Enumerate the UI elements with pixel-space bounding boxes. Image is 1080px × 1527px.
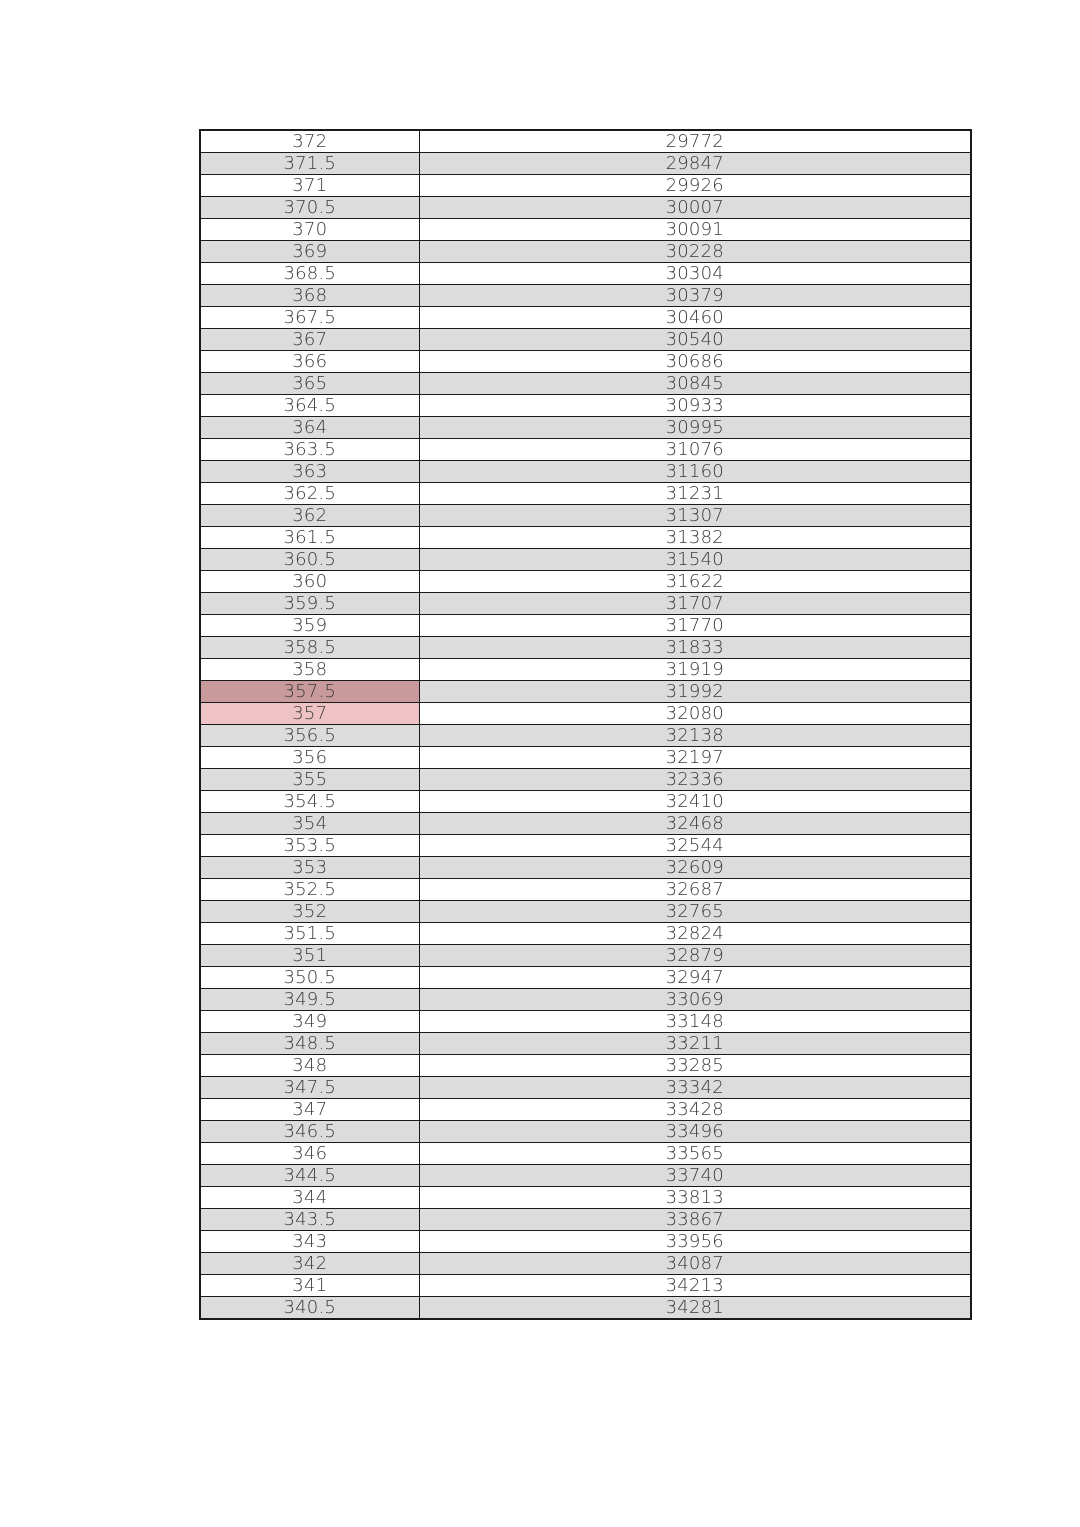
table-row <box>200 615 971 637</box>
score-cell: 341 <box>200 1275 419 1297</box>
table-row <box>200 835 971 857</box>
table-row <box>200 461 971 483</box>
score-cell: 351 <box>200 945 419 967</box>
rank-cell: 32138 <box>419 725 971 747</box>
score-cell: 368 <box>200 285 419 307</box>
score-cell: 347.5 <box>200 1077 419 1099</box>
score-cell: 367 <box>200 329 419 351</box>
table-row <box>200 769 971 791</box>
score-cell: 356.5 <box>200 725 419 747</box>
table-row <box>200 571 971 593</box>
table-row <box>200 1099 971 1121</box>
score-cell: 364 <box>200 417 419 439</box>
table-row <box>200 527 971 549</box>
rank-cell: 32765 <box>419 901 971 923</box>
score-cell: 349 <box>200 1011 419 1033</box>
rank-cell: 32687 <box>419 879 971 901</box>
rank-cell: 31540 <box>419 549 971 571</box>
table-row <box>200 505 971 527</box>
rank-cell: 30686 <box>419 351 971 373</box>
rank-cell: 33956 <box>419 1231 971 1253</box>
score-cell: 363.5 <box>200 439 419 461</box>
rank-cell: 32080 <box>419 703 971 725</box>
score-cell: 352.5 <box>200 879 419 901</box>
rank-cell: 31833 <box>419 637 971 659</box>
rank-cell: 32468 <box>419 813 971 835</box>
table-row <box>200 989 971 1011</box>
score-cell: 354.5 <box>200 791 419 813</box>
score-cell: 350.5 <box>200 967 419 989</box>
table-row <box>200 1275 971 1297</box>
score-cell: 358 <box>200 659 419 681</box>
table-row <box>200 219 971 241</box>
table-row <box>200 395 971 417</box>
table-row <box>200 175 971 197</box>
table-row <box>200 1187 971 1209</box>
score-cell: 357.5 <box>200 681 419 703</box>
score-cell: 342 <box>200 1253 419 1275</box>
rank-cell: 30379 <box>419 285 971 307</box>
score-cell: 355 <box>200 769 419 791</box>
table-row <box>200 1253 971 1275</box>
table-row <box>200 1165 971 1187</box>
table-row <box>200 637 971 659</box>
score-cell: 365 <box>200 373 419 395</box>
table-row <box>200 1209 971 1231</box>
table-row <box>200 307 971 329</box>
score-cell: 346.5 <box>200 1121 419 1143</box>
rank-cell: 33813 <box>419 1187 971 1209</box>
table-row <box>200 901 971 923</box>
rank-cell: 32197 <box>419 747 971 769</box>
score-cell: 340.5 <box>200 1297 419 1320</box>
table-row <box>200 1055 971 1077</box>
table-row <box>200 483 971 505</box>
score-cell: 359 <box>200 615 419 637</box>
score-cell: 349.5 <box>200 989 419 1011</box>
score-cell: 364.5 <box>200 395 419 417</box>
rank-cell: 30460 <box>419 307 971 329</box>
score-rank-table <box>199 129 972 1320</box>
rank-cell: 29772 <box>419 130 971 153</box>
score-cell: 371 <box>200 175 419 197</box>
score-cell: 359.5 <box>200 593 419 615</box>
table-row <box>200 417 971 439</box>
table-row <box>200 241 971 263</box>
score-cell: 368.5 <box>200 263 419 285</box>
rank-cell: 31160 <box>419 461 971 483</box>
table-row <box>200 1143 971 1165</box>
rank-cell: 33496 <box>419 1121 971 1143</box>
score-cell: 360.5 <box>200 549 419 571</box>
table-row <box>200 681 971 703</box>
score-cell: 356 <box>200 747 419 769</box>
rank-cell: 31770 <box>419 615 971 637</box>
rank-cell: 32947 <box>419 967 971 989</box>
table-row <box>200 351 971 373</box>
score-cell: 348.5 <box>200 1033 419 1055</box>
score-cell: 348 <box>200 1055 419 1077</box>
rank-cell: 31622 <box>419 571 971 593</box>
score-cell: 357 <box>200 703 419 725</box>
rank-cell: 32544 <box>419 835 971 857</box>
score-cell: 353.5 <box>200 835 419 857</box>
table-row <box>200 725 971 747</box>
score-cell: 347 <box>200 1099 419 1121</box>
rank-cell: 30091 <box>419 219 971 241</box>
rank-cell: 33148 <box>419 1011 971 1033</box>
rank-cell: 32609 <box>419 857 971 879</box>
table-row <box>200 153 971 175</box>
rank-cell: 30995 <box>419 417 971 439</box>
score-cell: 344 <box>200 1187 419 1209</box>
rank-cell: 33285 <box>419 1055 971 1077</box>
table-row <box>200 329 971 351</box>
rank-cell: 33211 <box>419 1033 971 1055</box>
rank-cell: 31382 <box>419 527 971 549</box>
table-row <box>200 923 971 945</box>
table-row <box>200 945 971 967</box>
score-cell: 369 <box>200 241 419 263</box>
table-row <box>200 813 971 835</box>
rank-cell: 32336 <box>419 769 971 791</box>
score-cell: 343 <box>200 1231 419 1253</box>
rank-cell: 33740 <box>419 1165 971 1187</box>
rank-cell: 34213 <box>419 1275 971 1297</box>
table-row <box>200 130 971 153</box>
table-row <box>200 285 971 307</box>
score-cell: 343.5 <box>200 1209 419 1231</box>
score-cell: 360 <box>200 571 419 593</box>
score-cell: 366 <box>200 351 419 373</box>
score-cell: 367.5 <box>200 307 419 329</box>
score-cell: 354 <box>200 813 419 835</box>
score-cell: 358.5 <box>200 637 419 659</box>
rank-cell: 32879 <box>419 945 971 967</box>
rank-cell: 32410 <box>419 791 971 813</box>
score-cell: 351.5 <box>200 923 419 945</box>
rank-cell: 29926 <box>419 175 971 197</box>
rank-cell: 31919 <box>419 659 971 681</box>
table-row <box>200 263 971 285</box>
score-cell: 352 <box>200 901 419 923</box>
rank-cell: 31307 <box>419 505 971 527</box>
score-cell: 362 <box>200 505 419 527</box>
score-cell: 371.5 <box>200 153 419 175</box>
score-cell: 346 <box>200 1143 419 1165</box>
rank-cell: 31992 <box>419 681 971 703</box>
rank-cell: 30228 <box>419 241 971 263</box>
table-row <box>200 549 971 571</box>
rank-cell: 33428 <box>419 1099 971 1121</box>
table-row <box>200 879 971 901</box>
rank-cell: 30304 <box>419 263 971 285</box>
score-cell: 363 <box>200 461 419 483</box>
score-cell: 372 <box>200 130 419 153</box>
rank-cell: 30933 <box>419 395 971 417</box>
score-cell: 344.5 <box>200 1165 419 1187</box>
rank-cell: 32824 <box>419 923 971 945</box>
table-row <box>200 1121 971 1143</box>
rank-cell: 33069 <box>419 989 971 1011</box>
rank-cell: 33342 <box>419 1077 971 1099</box>
table-row <box>200 197 971 219</box>
rank-cell: 29847 <box>419 153 971 175</box>
table-row <box>200 659 971 681</box>
rank-cell: 31707 <box>419 593 971 615</box>
rank-cell: 31076 <box>419 439 971 461</box>
table-row <box>200 1033 971 1055</box>
rank-cell: 34281 <box>419 1297 971 1320</box>
score-cell: 353 <box>200 857 419 879</box>
rank-cell: 30845 <box>419 373 971 395</box>
table-row <box>200 1077 971 1099</box>
table-row <box>200 967 971 989</box>
score-cell: 362.5 <box>200 483 419 505</box>
score-cell: 361.5 <box>200 527 419 549</box>
rank-cell: 30007 <box>419 197 971 219</box>
table-row <box>200 593 971 615</box>
table-row <box>200 703 971 725</box>
table-row <box>200 791 971 813</box>
rank-cell: 31231 <box>419 483 971 505</box>
rank-cell: 34087 <box>419 1253 971 1275</box>
rank-cell: 33867 <box>419 1209 971 1231</box>
table-body <box>200 130 971 1319</box>
table-row <box>200 1231 971 1253</box>
score-cell: 370.5 <box>200 197 419 219</box>
score-cell: 370 <box>200 219 419 241</box>
table-row <box>200 439 971 461</box>
table-row <box>200 857 971 879</box>
table-row <box>200 1297 971 1320</box>
table-row <box>200 373 971 395</box>
table-row <box>200 1011 971 1033</box>
table-row <box>200 747 971 769</box>
rank-cell: 30540 <box>419 329 971 351</box>
rank-cell: 33565 <box>419 1143 971 1165</box>
